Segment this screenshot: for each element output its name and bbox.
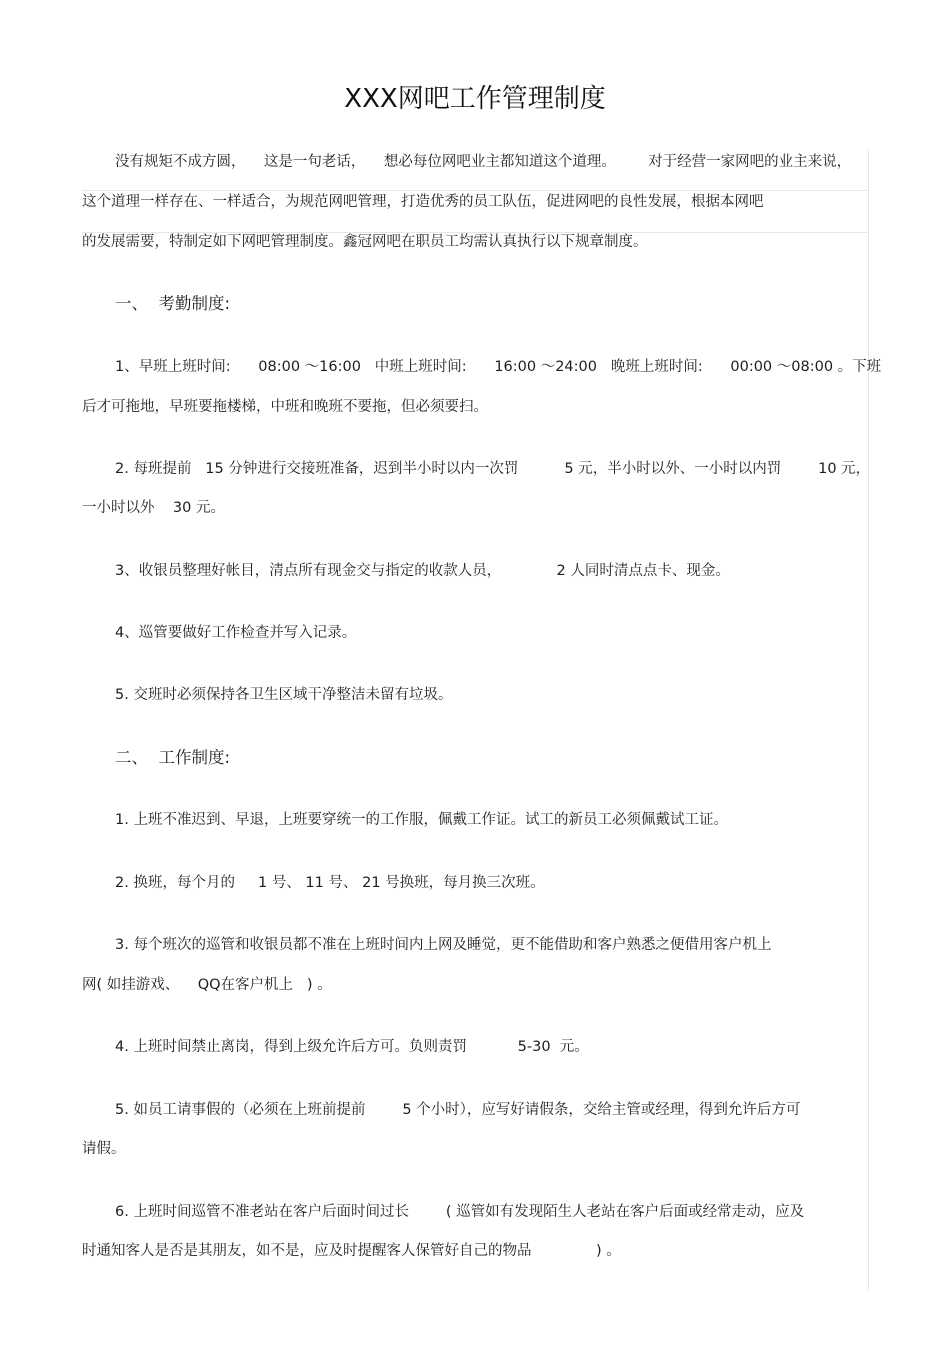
work-item-2: 2. 换班，每个月的 1 号、 11 号、 21 号换班，每月换三次班。: [115, 875, 545, 891]
header-rule: [82, 190, 868, 191]
work-item-5-line-1: 5. 如员工请事假的（必须在上班前提前 5 个小时），应写好请假条，交给主管或经理，得到允许后方可: [115, 1102, 801, 1118]
intro-line-2: 这个道理一样存在、一样适合，为规范网吧管理，打造优秀的员工队伍，促进网吧的良性发展，根据本网吧: [82, 194, 764, 210]
attendance-item-1-line-1: 1、早班上班时间: 08:00 ～16:00 中班上班时间: 16:00 ～24:00 晚班上班时间: 00:00 ～08:00 。下班: [115, 359, 882, 375]
section-heading-attendance: 一、 考勤制度:: [115, 294, 231, 313]
attendance-item-3: 3、收银员整理好帐目，清点所有现金交与指定的收款人员， 2 人同时清点点卡、现金。: [115, 563, 730, 579]
work-item-6-line-2: 时通知客人是否是其朋友，如不是，应及时提醒客人保管好自己的物品 ) 。: [82, 1243, 621, 1259]
attendance-item-2-line-1: 2. 每班提前 15 分钟进行交接班准备，迟到半小时以内一次罚 5 元，半小时以外、一小时以内罚 10 元，: [115, 461, 871, 477]
work-item-1: 1. 上班不准迟到、早退，上班要穿统一的工作服，佩戴工作证。试工的新员工必须佩戴试工证。: [115, 812, 728, 828]
attendance-item-1-line-2: 后才可拖地，早班要拖楼梯，中班和晚班不要拖，但必须要扫。: [82, 399, 488, 415]
document-title: XXX网吧工作管理制度: [344, 84, 606, 114]
work-item-3-line-2: 网( 如挂游戏、 QQ在客户机上 ) 。: [82, 977, 332, 993]
margin-rule: [868, 150, 869, 1290]
attendance-item-2-line-2: 一小时以外 30 元。: [82, 500, 225, 516]
attendance-item-5: 5. 交班时必须保持各卫生区域干净整洁未留有垃圾。: [115, 687, 453, 703]
work-item-6-line-1: 6. 上班时间巡管不准老站在客户后面时间过长 ( 巡管如有发现陌生人老站在客户后面或经常走动，应及: [115, 1204, 805, 1220]
work-item-5-line-2: 请假。: [82, 1141, 126, 1157]
work-item-3-line-1: 3. 每个班次的巡管和收银员都不准在上班时间内上网及睡觉，更不能借助和客户熟悉之便借用客户机上: [115, 937, 772, 953]
work-item-4: 4. 上班时间禁止离岗，得到上级允许后方可。负则责罚 5-30 元。: [115, 1039, 589, 1055]
intro-line-1: 没有规矩不成方圆， 这是一句老话， 想必每位网吧业主都知道这个道理。 对于经营一家网吧的业主来说，: [115, 154, 852, 170]
section-heading-work: 二、 工作制度:: [115, 748, 231, 767]
attendance-item-4: 4、巡管要做好工作检查并写入记录。: [115, 625, 357, 641]
intro-line-3: 的发展需要，特制定如下网吧管理制度。鑫冠网吧在职员工均需认真执行以下规章制度。: [82, 234, 648, 250]
